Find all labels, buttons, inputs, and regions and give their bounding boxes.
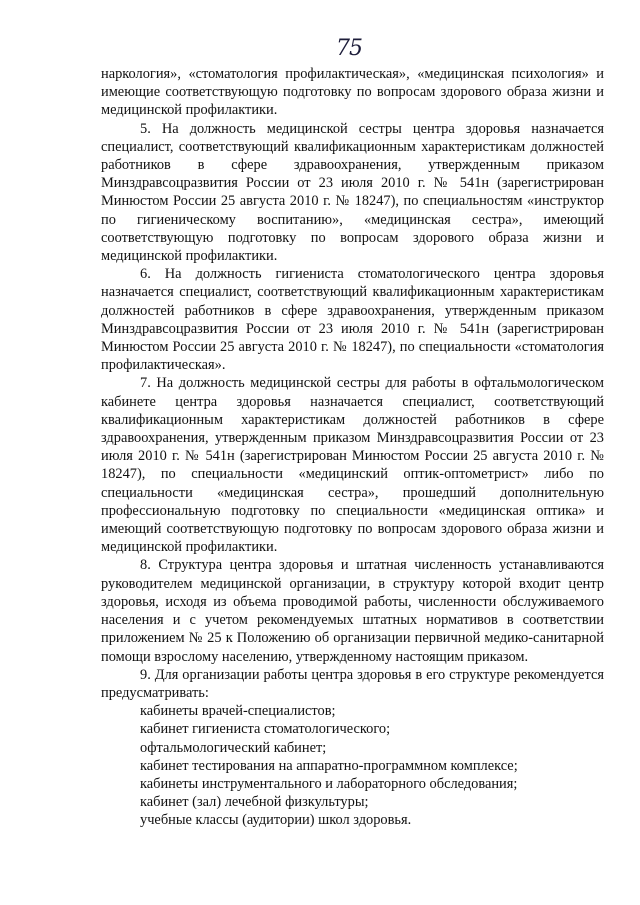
paragraph-8: 8. Структура центра здоровья и штатная численность устанавливаются руководителем медицинской организации, в структуру которой входит центр здоровья, исходя из объема проводимой работы, численности обслуживаемого населения и с учетом рекомендуемых штатных нормативов в соответствии приложением № 25 к Положению об организации первичной медико-санитарной помощи взрослому населению, утвержденному настоящим приказом. [101, 557, 604, 665]
list-item: учебные классы (аудитории) школ здоровья. [140, 812, 412, 829]
paragraph-6: 6. На должность гигиениста стоматологического центра здоровья назначается специалист, соответствующий квалификационным характеристикам должностей работников в сфере здравоохранения, утвержденным приказом Минздравсоцразвития России от 23 июля 2010 г. № 541н (зарегистрирован Минюстом России 25 августа 2010 г. № 18247), по специальности «стоматология профилактическая». [101, 266, 604, 374]
paragraph-7: 7. На должность медицинской сестры для работы в офтальмологическом кабинете центра здоровья назначается специалист, соответствующий квалификационным характеристикам должностей работников в сфере здравоохранения, утвержденным приказом Минздравсоцразвития России от 23 июля 2010 г. № 541н (зарегистрирован Минюстом России 25 августа 2010 г. № 18247), по специальности «медицинский оптик-оптометрист» либо по специальности «медицинская сестра», прошедший дополнительную профессиональную подготовку по специальности «медицинская оптика» и имеющий соответствующую подготовку по вопросам здорового образа жизни и медицинской профилактики. [101, 375, 604, 556]
list-item: кабинет (зал) лечебной физкультуры; [140, 794, 369, 811]
page-number: 75 [336, 36, 362, 61]
list-item: кабинеты инструментального и лабораторного обследования; [140, 775, 518, 792]
document-body [101, 65, 604, 830]
room-list [101, 702, 604, 829]
list-item: кабинет тестирования на аппаратно-программном комплексе; [140, 757, 518, 774]
list-item: офтальмологический кабинет; [140, 739, 327, 756]
paragraph-9: 9. Для организации работы центра здоровья в его структуре рекомендуется предусматривать: [101, 666, 604, 701]
list-item: кабинет гигиениста стоматологического; [140, 721, 391, 738]
list-item: кабинеты врачей-специалистов; [140, 703, 336, 720]
paragraph-5: 5. На должность медицинской сестры центра здоровья назначается специалист, соответствующий квалификационным характеристикам должностей работников в сфере здравоохранения, утвержденным приказом Минздравсоцразвития России от 23 июля 2010 г. № 541н (зарегистрирован Минюстом России 25 августа 2010 г. № 18247), по специальностям «инструктор по гигиеническому воспитанию», «медицинская сестра», имеющий соответствующую подготовку по вопросам здорового образа жизни и медицинской профилактики. [101, 120, 604, 265]
paragraph-continuation: наркология», «стоматология профилактическая», «медицинская психология» и имеющие соответствующую подготовку по вопросам здорового образа жизни и медицинской профилактики. [101, 66, 604, 119]
